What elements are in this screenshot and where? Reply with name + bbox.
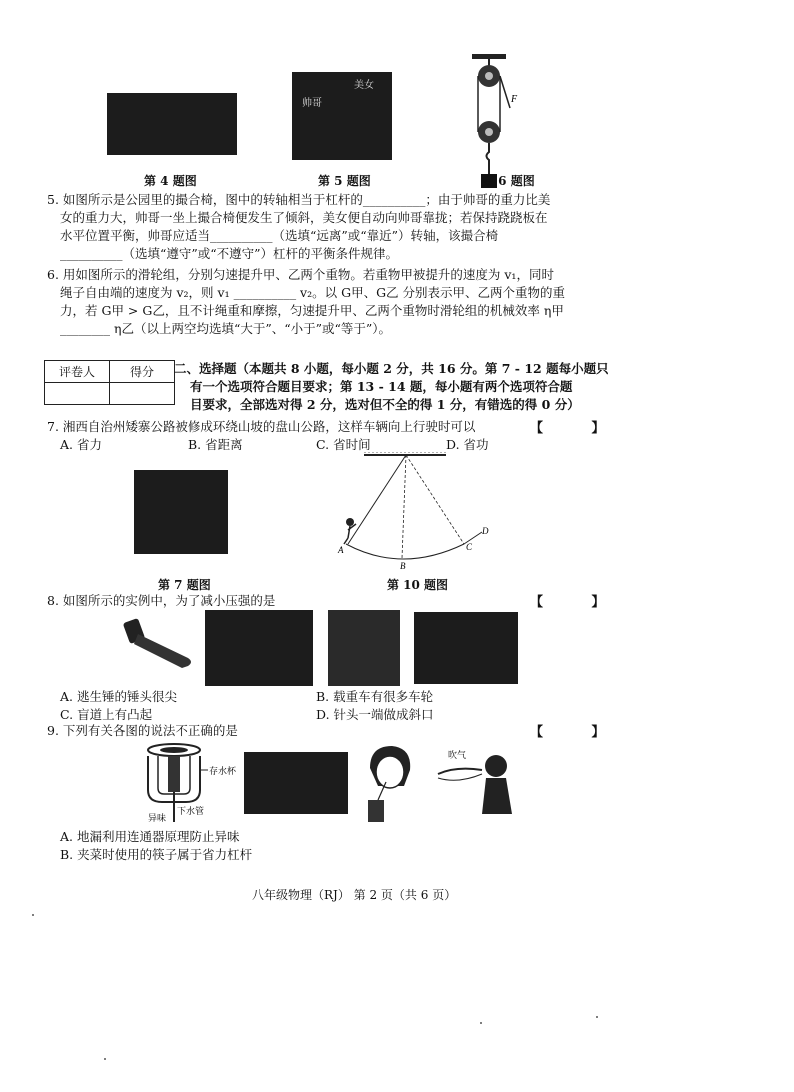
section2-line3: 目要求，全部选对得 2 分，选对但不全的得 1 分，有错选的得 0 分） xyxy=(190,397,580,412)
truck-photo xyxy=(205,610,313,686)
section2-line2: 有一个选项符合题目要求；第 13 - 14 题，每小题有两个选项符合题 xyxy=(190,379,573,394)
q5-line4: __________（选填“遵守”或“不遵守”）杠杆的平衡条件规律。 xyxy=(60,246,399,261)
straw-boy-image xyxy=(360,742,420,824)
fig4-photo xyxy=(107,93,237,155)
q7-stem: 7. 湘西自治州矮寨公路被修成环绕山坡的盘山公路，这样车辆向上行驶时可以 xyxy=(47,419,476,434)
fig5-label-left: 帅哥 xyxy=(302,98,322,109)
blowing-girl-image xyxy=(430,748,520,818)
drain-cup-label: 存水杯 xyxy=(209,766,237,776)
pendulum-diagram xyxy=(336,452,496,572)
floor-drain-diagram xyxy=(134,742,244,824)
q6-line3: 力，若 G甲 > G乙，且不计绳重和摩擦，匀速提升甲、乙两个重物时滑轮组的机械效率 η甲 xyxy=(60,303,564,318)
fig5-caption: 第 5 题图 xyxy=(318,174,371,188)
q9-option-b: B. 夹菜时使用的筷子属于省力杠杆 xyxy=(60,847,253,862)
q8-stem: 8. 如图所示的实例中，为了减小压强的是 xyxy=(47,593,276,608)
point-a-label: A xyxy=(338,545,344,555)
grader-header: 评卷人 xyxy=(45,361,110,383)
q7-answer-bracket[interactable]: 【 】 xyxy=(530,421,627,436)
score-header: 得分 xyxy=(110,361,175,383)
point-d-label: D xyxy=(482,526,489,536)
point-c-label: C xyxy=(466,542,473,552)
q5-line3: 水平位置平衡，帅哥应适当__________（选填“远离”或“靠近”）转轴，该撮合椅 xyxy=(60,228,499,243)
score-cell[interactable] xyxy=(110,383,175,405)
needle-photo xyxy=(414,612,518,684)
pulley-diagram xyxy=(460,52,540,192)
q9-option-a: A. 地漏利用连通器原理防止异味 xyxy=(60,829,240,844)
fig5-label-right: 美女 xyxy=(354,80,374,91)
fig7-photo xyxy=(134,470,228,554)
scan-speck xyxy=(480,1022,482,1024)
q7-option-c: C. 省时间 xyxy=(316,437,371,452)
tactile-paving-photo xyxy=(328,610,400,686)
fig10-caption: 第 10 题图 xyxy=(387,578,449,592)
q8-option-b: B. 载重车有很多车轮 xyxy=(316,689,434,704)
q8-option-d: D. 针头一端做成斜口 xyxy=(316,707,434,722)
drain-smell-label: 异味 xyxy=(148,813,167,823)
q8-answer-bracket[interactable]: 【 】 xyxy=(530,595,627,610)
fig7-caption: 第 7 题图 xyxy=(158,578,211,592)
q9-stem: 9. 下列有关各图的说法不正确的是 xyxy=(47,723,238,738)
scan-speck xyxy=(104,1058,106,1060)
escape-hammer-image xyxy=(120,614,200,672)
point-b-label: B xyxy=(400,561,406,571)
section2-line1: 二、选择题（本题共 8 小题，每小题 2 分，共 16 分。第 7 - 12 题每小题只 xyxy=(174,361,609,376)
q9-answer-bracket[interactable]: 【 】 xyxy=(530,725,627,740)
grader-cell[interactable] xyxy=(45,383,110,405)
q8-option-c: C. 盲道上有凸起 xyxy=(60,707,153,722)
page-footer: 八年级物理（RJ） 第 2 页（共 6 页） xyxy=(252,888,457,902)
scan-speck xyxy=(32,914,34,916)
q6-line4: ________ η乙（以上两空均选填“大于”、“小于”或“等于”）。 xyxy=(60,321,392,336)
scan-speck xyxy=(596,1016,598,1018)
grading-table xyxy=(44,360,175,405)
chopsticks-photo xyxy=(244,752,348,814)
fig5-photo xyxy=(292,72,392,160)
fig4-caption: 第 4 题图 xyxy=(144,174,197,188)
q5-line2: 女的重力大，帅哥一坐上撮合椅便发生了倾斜，美女便自动向帅哥靠拢；若保持跷跷板在 xyxy=(60,210,548,225)
q7-option-b: B. 省距离 xyxy=(188,437,243,452)
q6-line1: 6. 用如图所示的滑轮组，分别匀速提升甲、乙两个重物。若重物甲被提升的速度为 v₁，同时 xyxy=(47,267,554,282)
force-label: F xyxy=(511,94,518,105)
q6-line2: 绳子自由端的速度为 v₂，则 v₁ __________ v₂。以 G甲、G乙 分别表示甲、乙两个重物的重 xyxy=(60,285,566,300)
blow-label: 吹气 xyxy=(448,750,467,760)
q7-option-d: D. 省功 xyxy=(446,437,489,452)
q5-line1: 5. 如图所示是公园里的撮合椅，图中的转轴相当于杠杆的__________；由于帅哥的重力比美 xyxy=(47,192,551,207)
q8-option-a: A. 逃生锤的锤头很尖 xyxy=(60,689,177,704)
drain-pipe-label: 下水管 xyxy=(177,806,205,816)
q7-option-a: A. 省力 xyxy=(60,437,102,452)
fig6-caption: 第 6 题图 xyxy=(482,174,535,188)
